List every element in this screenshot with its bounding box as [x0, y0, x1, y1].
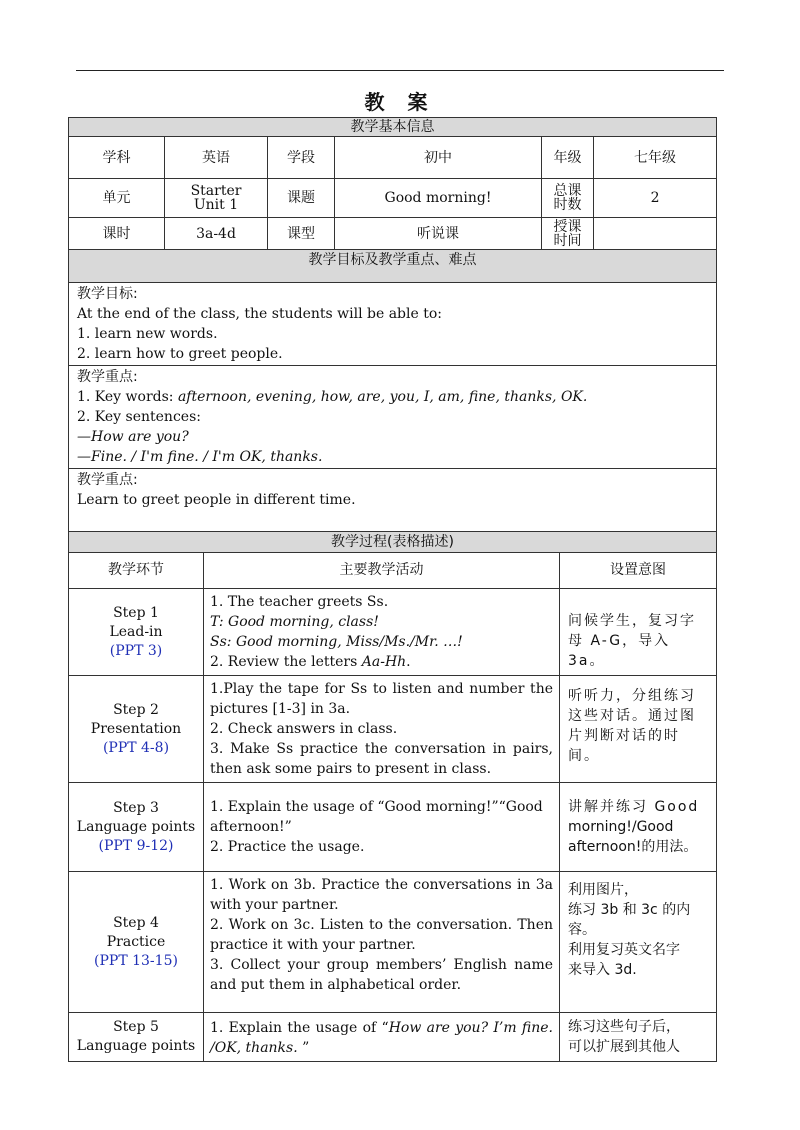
step-2-intent-line-2: 这些对话。通过图 — [568, 708, 696, 724]
total-hours-label — [542, 179, 594, 218]
process-header: 教学过程(表格描述) — [69, 532, 717, 553]
unit-value-line-1: Starter — [190, 182, 242, 199]
total-hours-label-line-1: 总课 — [553, 182, 582, 199]
step-3-activity-2: 2. Practice the usage. — [210, 839, 365, 855]
topic-label: 课题 — [268, 179, 335, 218]
step-3-intent-line-2: morning!/Good — [568, 819, 674, 835]
col-activity-header: 主要教学活动 — [204, 553, 560, 589]
goals-block — [69, 283, 717, 366]
goal-item-1: 1. learn new words. — [77, 326, 218, 342]
key-sentence-2: —Fine. / I'm fine. / I'm OK, thanks. — [77, 449, 323, 465]
step-3-cell — [69, 783, 204, 872]
step-4-intent-line-2: 练习 3b 和 3c 的内 — [568, 902, 691, 918]
key-points-heading: 教学重点: — [77, 369, 138, 385]
step-1-activity-2: T: Good morning, class! — [210, 614, 379, 630]
difficulty-block — [69, 469, 717, 538]
total-hours-label-line-2: 时数 — [553, 197, 582, 214]
step-3-sub: Language points — [76, 818, 196, 835]
step-5-sub: Language points — [76, 1038, 196, 1054]
step-1-intent-line-1: 问候学生，复习字 — [568, 613, 696, 629]
basic-info-table — [68, 117, 717, 251]
step-1-activities — [204, 589, 560, 676]
step-3-intent — [560, 783, 717, 872]
step-1-activity-1: 1. The teacher greets Ss. — [210, 594, 389, 610]
step-2-activity-3: 3. Make Ss practice the conversation in pairs, then ask some pairs to present in class. — [210, 741, 553, 777]
subject-value: 英语 — [165, 137, 268, 179]
basic-info-header: 教学基本信息 — [69, 118, 717, 137]
step-4-intent-line-5: 来导入 3d. — [568, 962, 637, 978]
step-2-intent — [560, 676, 717, 783]
key-words-label: 1. Key words: — [77, 389, 178, 405]
stage-label: 学段 — [268, 137, 335, 179]
step-4-intent — [560, 872, 717, 1013]
key-sentences-label: 2. Key sentences: — [77, 409, 201, 425]
teach-time-value — [594, 218, 717, 251]
key-points-block — [69, 366, 717, 469]
stage-value: 初中 — [335, 137, 542, 179]
step-5-intent — [560, 1013, 717, 1062]
period-label: 课时 — [69, 218, 165, 251]
step-4-ppt: (PPT 13-15) — [94, 952, 178, 969]
unit-label: 单元 — [69, 179, 165, 218]
step-3-ppt: (PPT 9-12) — [98, 837, 174, 854]
step-2-activities — [204, 676, 560, 783]
document-title: 教 案 — [364, 90, 436, 114]
step-1-activity-4-letters: Aa-Hh — [361, 654, 407, 670]
step-2-intent-line-4: 间。 — [568, 748, 600, 764]
step-5-intent-line-2: 可以扩展到其他人 — [568, 1039, 680, 1055]
step-4-activities — [204, 872, 560, 1013]
step-2-intent-line-1: 听听力，分组练习 — [568, 688, 696, 704]
step-4-intent-line-1: 利用图片， — [568, 882, 638, 898]
key-sentence-1: —How are you? — [77, 429, 189, 445]
col-intent-header: 设置意图 — [560, 553, 717, 589]
step-2-name: Step 2 — [113, 701, 159, 718]
total-hours-value: 2 — [594, 179, 717, 218]
step-5-activity-1 — [210, 1018, 553, 1058]
header-rule — [76, 70, 724, 71]
step-2-sub: Presentation — [90, 720, 182, 737]
teach-time-label-line-2: 时间 — [553, 233, 582, 250]
step-4-activity-2: 2. Work on 3c. Listen to the conversation. Then practice it with your partner. — [210, 917, 553, 953]
difficulty-text: Learn to greet people in different time. — [77, 492, 356, 508]
step-5-name: Step 5 — [113, 1019, 159, 1035]
step-5-cell — [69, 1013, 204, 1062]
step-4-intent-line-3: 容。 — [568, 922, 596, 938]
process-table — [68, 531, 717, 1062]
goal-item-2: 2. learn how to greet people. — [77, 346, 283, 362]
step-5-activities — [204, 1013, 560, 1062]
goals-intro: At the end of the class, the students will be able to: — [77, 306, 442, 322]
step-2-intent-line-3: 片判断对话的时 — [568, 728, 680, 744]
step-5-activity-1-sentences: How are you? I’m fine. /OK, thanks. — [210, 1020, 553, 1056]
step-1-ppt: (PPT 3) — [109, 642, 163, 659]
grade-label: 年级 — [542, 137, 594, 179]
step-4-sub: Practice — [106, 933, 166, 950]
key-words: afternoon, evening, how, are, you, I, am, fine, thanks, OK. — [177, 389, 588, 405]
period-value: 3a-4d — [165, 218, 268, 251]
step-4-activity-1: 1. Work on 3b. Practice the conversations in 3a with your partner. — [210, 877, 553, 913]
step-4-cell — [69, 872, 204, 1013]
step-1-name: Step 1 — [113, 604, 159, 621]
step-2-activity-2: 2. Check answers in class. — [210, 721, 398, 737]
step-3-intent-line-3: afternoon!的用法。 — [568, 839, 698, 855]
step-1-activity-3: Ss: Good morning, Miss/Ms./Mr. …! — [210, 634, 463, 650]
step-1-intent — [560, 589, 717, 676]
step-1-cell — [69, 589, 204, 676]
objectives-header: 教学目标及教学重点、难点 — [69, 250, 717, 283]
difficulty-heading: 教学重点: — [77, 472, 138, 488]
step-1-activity-4-text: 2. Review the letters — [210, 654, 362, 670]
key-words-line — [77, 387, 708, 407]
teach-time-label — [542, 218, 594, 251]
step-2-ppt: (PPT 4-8) — [102, 739, 170, 756]
step-4-activity-3: 3. Collect your group members’ English name and put them in alphabetical order. — [210, 957, 553, 993]
step-2-cell — [69, 676, 204, 783]
subject-label: 学科 — [69, 137, 165, 179]
objectives-table — [68, 249, 717, 538]
teach-time-label-line-1: 授课 — [553, 218, 582, 235]
step-4-intent-line-4: 利用复习英文名字 — [568, 942, 680, 958]
step-5-activity-1-prefix: 1. Explain the usage of “ — [210, 1020, 389, 1036]
step-5-intent-line-1: 练习这些句子后， — [568, 1019, 680, 1035]
step-1-sub: Lead-in — [109, 623, 163, 640]
step-4-name: Step 4 — [113, 914, 159, 931]
topic-value: Good morning! — [335, 179, 542, 218]
step-5-activity-1-suffix: ” — [297, 1040, 310, 1056]
unit-value — [165, 179, 268, 218]
goals-heading: 教学目标: — [77, 286, 138, 302]
step-3-activity-1: 1. Explain the usage of “Good morning!”“Good afternoon!” — [210, 799, 543, 835]
col-stage-header: 教学环节 — [69, 553, 204, 589]
step-3-activities — [204, 783, 560, 872]
type-value: 听说课 — [335, 218, 542, 251]
grade-value: 七年级 — [594, 137, 717, 179]
step-2-activity-1: 1.Play the tape for Ss to listen and number the pictures [1-3] in 3a. — [210, 681, 553, 717]
step-1-activity-4 — [210, 652, 553, 672]
step-3-intent-line-1: 讲解并练习 Good — [568, 799, 700, 815]
step-1-activity-4-tail: . — [406, 654, 411, 670]
step-1-intent-line-2: 母 A-G，导入 3a。 — [568, 633, 671, 669]
type-label: 课型 — [268, 218, 335, 251]
unit-value-line-2: Unit 1 — [193, 197, 239, 214]
step-3-name: Step 3 — [113, 799, 159, 816]
